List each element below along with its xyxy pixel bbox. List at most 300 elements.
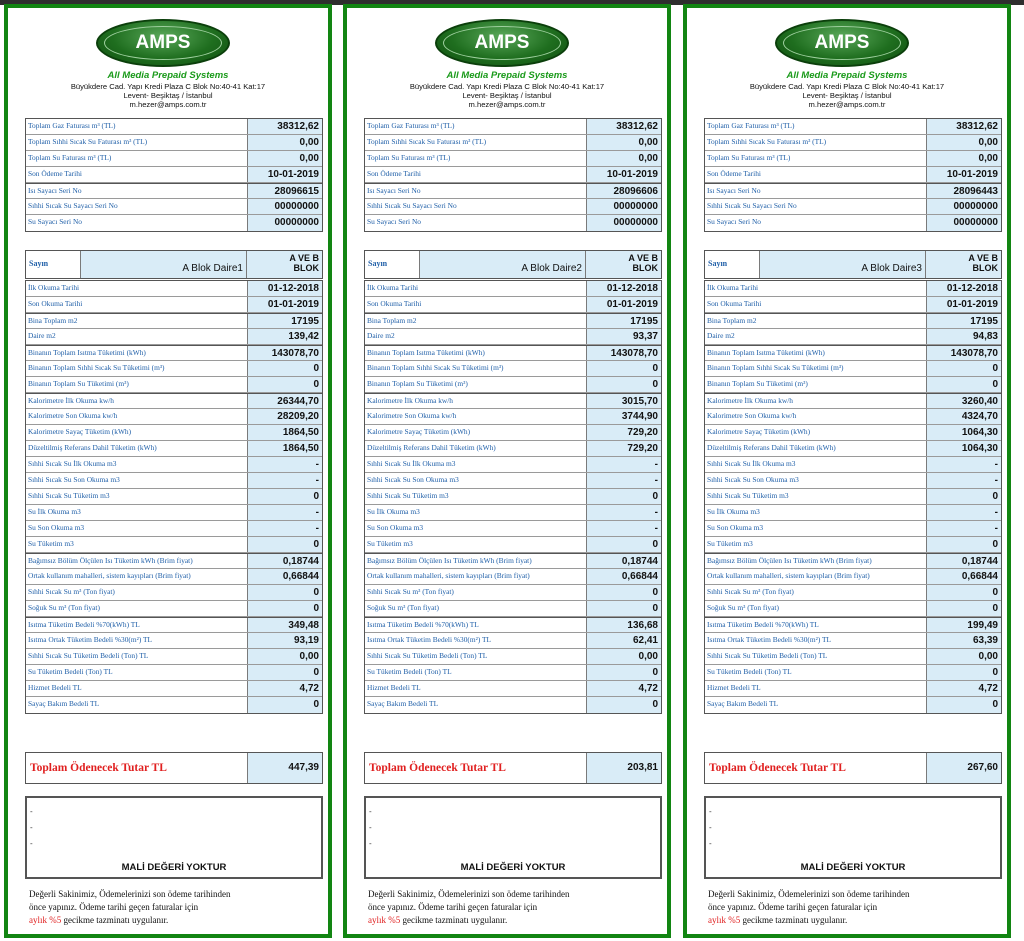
bill-summary-table bbox=[25, 118, 323, 232]
row-flat-m2 bbox=[705, 329, 1001, 345]
value-building-hot-water: 0 bbox=[586, 361, 661, 376]
row-w-first bbox=[26, 505, 322, 521]
value-common-price: 0,66844 bbox=[247, 569, 322, 584]
value-building-m2: 17195 bbox=[926, 314, 1001, 328]
label-cal-first: Kalorimetre İlk Okuma kw/h bbox=[707, 396, 793, 405]
row-unit-price bbox=[705, 553, 1001, 569]
label-cal-first: Kalorimetre İlk Okuma kw/h bbox=[367, 396, 453, 405]
total-label: Toplam Ödenecek Tutar TL bbox=[709, 762, 846, 774]
label-w-last: Su Son Okuma m3 bbox=[367, 523, 424, 532]
value-meter-fee: 0 bbox=[247, 697, 322, 713]
value-adjusted-ref: 729,20 bbox=[586, 441, 661, 456]
invoice-card bbox=[683, 4, 1011, 938]
row-hot-water-bill bbox=[365, 135, 661, 151]
row-service-fee bbox=[365, 681, 661, 697]
row-cal-first bbox=[705, 393, 1001, 409]
value-flat-m2: 93,37 bbox=[586, 329, 661, 344]
label-due-date: Son Ödeme Tarihi bbox=[367, 169, 421, 178]
row-heat-meter-sn bbox=[365, 183, 661, 199]
footer-note: Değerli Sakinimiz, Ödemelerinizi son ödeme tarihinden önce yapınız. Ödeme tarihi geçen faturalar için aylık %5 gecikme tazminatı uygulanır. bbox=[29, 889, 231, 925]
row-common-cost bbox=[365, 633, 661, 649]
value-w-last: - bbox=[926, 521, 1001, 536]
value-first-reading-date: 01-12-2018 bbox=[586, 281, 661, 296]
row-common-price bbox=[26, 569, 322, 585]
label-hw-consumption: Sıhhi Sıcak Su Tüketim m3 bbox=[367, 491, 449, 500]
row-building-water bbox=[26, 377, 322, 393]
value-unit-price: 0,18744 bbox=[586, 554, 661, 568]
bill-summary-table bbox=[704, 118, 1002, 232]
no-value-text: MALİ DEĞERİ YOKTUR bbox=[121, 862, 227, 873]
apartment-name: A Blok Daire1 bbox=[182, 263, 243, 274]
value-flat-m2: 94,83 bbox=[926, 329, 1001, 344]
recipient-header bbox=[25, 250, 323, 279]
row-building-heating bbox=[705, 345, 1001, 361]
total-value: 447,39 bbox=[247, 753, 322, 783]
label-hw-cost: Sıhhi Sıcak Su Tüketim Bedeli (Ton) TL bbox=[28, 651, 149, 660]
row-first-reading-date bbox=[705, 281, 1001, 297]
value-service-fee: 4,72 bbox=[247, 681, 322, 696]
row-building-heating bbox=[365, 345, 661, 361]
row-gas-bill bbox=[26, 119, 322, 135]
value-building-water: 0 bbox=[247, 377, 322, 392]
row-last-reading-date bbox=[26, 297, 322, 313]
row-building-hot-water bbox=[705, 361, 1001, 377]
footer-note: Değerli Sakinimiz, Ödemelerinizi son ödeme tarihinden önce yapınız. Ödeme tarihi geçen faturalar için aylık %5 gecikme tazminatı uygulanır. bbox=[708, 889, 910, 925]
label-cold-ton-price: Soğuk Su m³ (Ton fiyat) bbox=[707, 603, 779, 612]
label-building-hot-water: Binanın Toplam Sıhhi Sıcak Su Tüketimi (m³) bbox=[707, 363, 844, 372]
company-address-1: Büyükdere Cad. Yapı Kredi Plaza C Blok No:40-41 Kat:17 bbox=[70, 82, 266, 91]
value-building-hot-water: 0 bbox=[926, 361, 1001, 376]
row-common-cost bbox=[26, 633, 322, 649]
row-cal-last bbox=[705, 409, 1001, 425]
value-w-last: - bbox=[247, 521, 322, 536]
label-meter-fee: Sayaç Bakım Bedeli TL bbox=[367, 699, 439, 708]
value-cal-first: 3015,70 bbox=[586, 394, 661, 408]
label-common-cost: Isıtma Ortak Tüketim Bedeli %30(m²) TL bbox=[367, 635, 492, 644]
value-common-cost: 63,39 bbox=[926, 633, 1001, 648]
block-name: A VE B BLOK bbox=[289, 253, 319, 273]
label-w-cost: Su Tüketim Bedeli (Ton) TL bbox=[28, 667, 113, 676]
consumption-table bbox=[704, 280, 1002, 714]
value-unit-price: 0,18744 bbox=[247, 554, 322, 568]
late-fee-rate: aylık %5 bbox=[368, 915, 401, 925]
apartment-name: A Blok Daire2 bbox=[521, 263, 582, 274]
block-name: A VE B BLOK bbox=[628, 253, 658, 273]
value-w-first: - bbox=[247, 505, 322, 520]
row-water-bill bbox=[26, 151, 322, 167]
row-common-price bbox=[705, 569, 1001, 585]
logo-text: AMPS bbox=[814, 32, 870, 53]
row-hw-consumption bbox=[705, 489, 1001, 505]
value-hw-last: - bbox=[926, 473, 1001, 488]
label-w-consumption: Su Tüketim m3 bbox=[367, 539, 413, 548]
value-water-bill: 0,00 bbox=[247, 151, 322, 166]
row-due-date bbox=[26, 167, 322, 183]
row-hw-cost bbox=[705, 649, 1001, 665]
note-line-3: - bbox=[369, 839, 372, 848]
no-value-text: MALİ DEĞERİ YOKTUR bbox=[460, 862, 566, 873]
label-service-fee: Hizmet Bedeli TL bbox=[367, 683, 421, 692]
row-heating-cost bbox=[365, 617, 661, 633]
label-w-last: Su Son Okuma m3 bbox=[707, 523, 764, 532]
row-building-water bbox=[705, 377, 1001, 393]
label-hw-first: Sıhhi Sıcak Su İlk Okuma m3 bbox=[707, 459, 796, 468]
label-building-hot-water: Binanın Toplam Sıhhi Sıcak Su Tüketimi (m³) bbox=[367, 363, 504, 372]
row-hot-water-meter-sn bbox=[26, 199, 322, 215]
label-building-heating: Binanın Toplam Isıtma Tüketimi (kWh) bbox=[367, 348, 485, 357]
value-hw-first: - bbox=[247, 457, 322, 472]
row-hot-water-meter-sn bbox=[365, 199, 661, 215]
footer-note: Değerli Sakinimiz, Ödemelerinizi son ödeme tarihinden önce yapınız. Ödeme tarihi geçen faturalar için aylık %5 gecikme tazminatı uygulanır. bbox=[368, 889, 570, 925]
label-gas-bill: Toplam Gaz Faturası m³ (TL) bbox=[707, 121, 795, 130]
value-hw-ton-price: 0 bbox=[586, 585, 661, 600]
value-cal-first: 3260,40 bbox=[926, 394, 1001, 408]
row-w-consumption bbox=[26, 537, 322, 553]
note-line-2: - bbox=[709, 823, 712, 832]
label-w-cost: Su Tüketim Bedeli (Ton) TL bbox=[367, 667, 452, 676]
value-hot-water-meter-sn: 00000000 bbox=[926, 199, 1001, 214]
company-name: All Media Prepaid Systems bbox=[786, 70, 908, 81]
row-hot-water-meter-sn bbox=[705, 199, 1001, 215]
value-meter-fee: 0 bbox=[586, 697, 661, 713]
value-building-heating: 143078,70 bbox=[926, 346, 1001, 360]
value-water-bill: 0,00 bbox=[586, 151, 661, 166]
row-hw-first bbox=[26, 457, 322, 473]
row-water-meter-sn bbox=[705, 215, 1001, 231]
label-hw-ton-price: Sıhhi Sıcak Su m³ (Ton fiyat) bbox=[367, 587, 454, 596]
label-hot-water-bill: Toplam Sıhhi Sıcak Su Faturası m³ (TL) bbox=[707, 137, 827, 146]
row-gas-bill bbox=[705, 119, 1001, 135]
row-last-reading-date bbox=[365, 297, 661, 313]
value-w-cost: 0 bbox=[926, 665, 1001, 680]
value-water-bill: 0,00 bbox=[926, 151, 1001, 166]
company-address-1: Büyükdere Cad. Yapı Kredi Plaza C Blok No:40-41 Kat:17 bbox=[409, 82, 605, 91]
company-address-2: Levent- Beşiktaş / İstanbul bbox=[462, 91, 552, 100]
row-water-bill bbox=[365, 151, 661, 167]
row-due-date bbox=[365, 167, 661, 183]
row-meter-fee bbox=[365, 697, 661, 713]
label-hw-ton-price: Sıhhi Sıcak Su m³ (Ton fiyat) bbox=[28, 587, 115, 596]
value-hw-consumption: 0 bbox=[926, 489, 1001, 504]
label-last-reading-date: Son Okuma Tarihi bbox=[367, 299, 422, 308]
value-gas-bill: 38312,62 bbox=[926, 119, 1001, 134]
row-hw-ton-price bbox=[26, 585, 322, 601]
label-building-heating: Binanın Toplam Isıtma Tüketimi (kWh) bbox=[28, 348, 146, 357]
label-common-price: Ortak kullanım mahalleri, sistem kayıpları (Brim fiyat) bbox=[367, 571, 530, 580]
invoice-card bbox=[4, 4, 332, 938]
note-line-1: - bbox=[709, 807, 712, 816]
row-cold-ton-price bbox=[705, 601, 1001, 617]
value-hw-ton-price: 0 bbox=[247, 585, 322, 600]
value-flat-m2: 139,42 bbox=[247, 329, 322, 344]
row-cal-last bbox=[365, 409, 661, 425]
row-adjusted-ref bbox=[365, 441, 661, 457]
label-w-cost: Su Tüketim Bedeli (Ton) TL bbox=[707, 667, 792, 676]
row-hw-last bbox=[365, 473, 661, 489]
label-building-hot-water: Binanın Toplam Sıhhi Sıcak Su Tüketimi (m³) bbox=[28, 363, 165, 372]
row-cal-consumption bbox=[365, 425, 661, 441]
value-heat-meter-sn: 28096443 bbox=[926, 184, 1001, 198]
label-hot-water-meter-sn: Sıhhi Sıcak Su Sayacı Seri No bbox=[367, 201, 457, 210]
label-hw-last: Sıhhi Sıcak Su Son Okuma m3 bbox=[707, 475, 799, 484]
label-cal-last: Kalorimetre Son Okuma kw/h bbox=[28, 411, 118, 420]
label-hw-ton-price: Sıhhi Sıcak Su m³ (Ton fiyat) bbox=[707, 587, 794, 596]
block-name: A VE B BLOK bbox=[968, 253, 998, 273]
no-value-text: MALİ DEĞERİ YOKTUR bbox=[800, 862, 906, 873]
row-last-reading-date bbox=[705, 297, 1001, 313]
value-first-reading-date: 01-12-2018 bbox=[247, 281, 322, 296]
row-cal-last bbox=[26, 409, 322, 425]
value-building-m2: 17195 bbox=[586, 314, 661, 328]
late-fee-rate: aylık %5 bbox=[29, 915, 62, 925]
value-hot-water-meter-sn: 00000000 bbox=[247, 199, 322, 214]
label-hot-water-bill: Toplam Sıhhi Sıcak Su Faturası m³ (TL) bbox=[28, 137, 148, 146]
label-building-water: Binanın Toplam Su Tüketimi (m³) bbox=[707, 379, 808, 388]
row-adjusted-ref bbox=[705, 441, 1001, 457]
value-hw-cost: 0,00 bbox=[247, 649, 322, 664]
row-hw-last bbox=[26, 473, 322, 489]
row-cal-consumption bbox=[705, 425, 1001, 441]
row-hw-ton-price bbox=[705, 585, 1001, 601]
notes-box bbox=[364, 796, 662, 879]
value-hw-last: - bbox=[247, 473, 322, 488]
label-gas-bill: Toplam Gaz Faturası m³ (TL) bbox=[367, 121, 455, 130]
value-heating-cost: 349,48 bbox=[247, 618, 322, 632]
label-cold-ton-price: Soğuk Su m³ (Ton fiyat) bbox=[28, 603, 100, 612]
row-building-hot-water bbox=[365, 361, 661, 377]
value-cal-consumption: 1864,50 bbox=[247, 425, 322, 440]
row-building-heating bbox=[26, 345, 322, 361]
label-service-fee: Hizmet Bedeli TL bbox=[707, 683, 761, 692]
label-due-date: Son Ödeme Tarihi bbox=[707, 169, 761, 178]
logo bbox=[8, 19, 328, 69]
row-gas-bill bbox=[365, 119, 661, 135]
label-common-cost: Isıtma Ortak Tüketim Bedeli %30(m²) TL bbox=[707, 635, 832, 644]
label-w-last: Su Son Okuma m3 bbox=[28, 523, 85, 532]
row-meter-fee bbox=[705, 697, 1001, 713]
row-building-m2 bbox=[365, 313, 661, 329]
company-address-2: Levent- Beşiktaş / İstanbul bbox=[802, 91, 892, 100]
row-w-first bbox=[365, 505, 661, 521]
value-building-hot-water: 0 bbox=[247, 361, 322, 376]
consumption-table bbox=[364, 280, 662, 714]
row-cold-ton-price bbox=[365, 601, 661, 617]
amps-logo-icon bbox=[96, 19, 230, 67]
value-hw-first: - bbox=[586, 457, 661, 472]
value-cold-ton-price: 0 bbox=[247, 601, 322, 616]
row-heating-cost bbox=[26, 617, 322, 633]
value-cal-first: 26344,70 bbox=[247, 394, 322, 408]
label-meter-fee: Sayaç Bakım Bedeli TL bbox=[28, 699, 100, 708]
row-unit-price bbox=[26, 553, 322, 569]
company-email: m.hezer@amps.com.tr bbox=[808, 100, 886, 109]
company-address-2: Levent- Beşiktaş / İstanbul bbox=[123, 91, 213, 100]
label-water-bill: Toplam Su Faturası m³ (TL) bbox=[707, 153, 791, 162]
row-hw-cost bbox=[365, 649, 661, 665]
row-hw-first bbox=[365, 457, 661, 473]
note-line-1: - bbox=[369, 807, 372, 816]
label-hw-first: Sıhhi Sıcak Su İlk Okuma m3 bbox=[28, 459, 117, 468]
value-heating-cost: 136,68 bbox=[586, 618, 661, 632]
note-line-1: - bbox=[30, 807, 33, 816]
row-service-fee bbox=[26, 681, 322, 697]
value-hot-water-meter-sn: 00000000 bbox=[586, 199, 661, 214]
company-name: All Media Prepaid Systems bbox=[446, 70, 568, 81]
label-water-meter-sn: Su Sayacı Seri No bbox=[707, 217, 761, 226]
note-line-2: - bbox=[30, 823, 33, 832]
recipient-header bbox=[364, 250, 662, 279]
value-water-meter-sn: 00000000 bbox=[926, 215, 1001, 231]
row-w-cost bbox=[365, 665, 661, 681]
label-hot-water-meter-sn: Sıhhi Sıcak Su Sayacı Seri No bbox=[707, 201, 797, 210]
sayin-label: Sayın bbox=[29, 259, 49, 268]
value-cal-last: 4324,70 bbox=[926, 409, 1001, 424]
label-heating-cost: Isıtma Tüketim Bedeli %70(kWh) TL bbox=[707, 620, 819, 629]
row-first-reading-date bbox=[26, 281, 322, 297]
notes-box bbox=[704, 796, 1002, 879]
label-w-first: Su İlk Okuma m3 bbox=[707, 507, 760, 516]
label-first-reading-date: İlk Okuma Tarihi bbox=[707, 283, 759, 292]
value-hw-ton-price: 0 bbox=[926, 585, 1001, 600]
value-hot-water-bill: 0,00 bbox=[586, 135, 661, 150]
value-service-fee: 4,72 bbox=[926, 681, 1001, 696]
company-email: m.hezer@amps.com.tr bbox=[468, 100, 546, 109]
row-heating-cost bbox=[705, 617, 1001, 633]
value-hot-water-bill: 0,00 bbox=[247, 135, 322, 150]
row-w-last bbox=[365, 521, 661, 537]
value-hw-last: - bbox=[586, 473, 661, 488]
row-cold-ton-price bbox=[26, 601, 322, 617]
label-adjusted-ref: Düzeltilmiş Referans Dahil Tüketim (kWh) bbox=[367, 443, 496, 452]
value-cal-last: 28209,20 bbox=[247, 409, 322, 424]
label-hw-cost: Sıhhi Sıcak Su Tüketim Bedeli (Ton) TL bbox=[707, 651, 828, 660]
value-last-reading-date: 01-01-2019 bbox=[586, 297, 661, 312]
row-building-m2 bbox=[26, 313, 322, 329]
row-hw-consumption bbox=[26, 489, 322, 505]
row-hw-consumption bbox=[365, 489, 661, 505]
label-building-heating: Binanın Toplam Isıtma Tüketimi (kWh) bbox=[707, 348, 825, 357]
label-first-reading-date: İlk Okuma Tarihi bbox=[367, 283, 419, 292]
note-line-2: - bbox=[369, 823, 372, 832]
label-cal-consumption: Kalorimetre Sayaç Tüketim (kWh) bbox=[28, 427, 132, 436]
label-building-m2: Bina Toplam m2 bbox=[367, 316, 417, 325]
label-unit-price: Bağımsız Bölüm Ölçülen Isı Tüketim kWh (Brim fiyat) bbox=[367, 556, 532, 565]
label-unit-price: Bağımsız Bölüm Ölçülen Isı Tüketim kWh (Brim fiyat) bbox=[707, 556, 872, 565]
label-water-bill: Toplam Su Faturası m³ (TL) bbox=[367, 153, 451, 162]
row-due-date bbox=[705, 167, 1001, 183]
row-w-cost bbox=[26, 665, 322, 681]
label-adjusted-ref: Düzeltilmiş Referans Dahil Tüketim (kWh) bbox=[28, 443, 157, 452]
label-building-m2: Bina Toplam m2 bbox=[707, 316, 757, 325]
label-flat-m2: Daire m2 bbox=[367, 331, 395, 340]
label-building-m2: Bina Toplam m2 bbox=[28, 316, 78, 325]
value-water-meter-sn: 00000000 bbox=[586, 215, 661, 231]
label-water-bill: Toplam Su Faturası m³ (TL) bbox=[28, 153, 112, 162]
value-common-cost: 62,41 bbox=[586, 633, 661, 648]
label-flat-m2: Daire m2 bbox=[28, 331, 56, 340]
row-common-price bbox=[365, 569, 661, 585]
invoice-card bbox=[343, 4, 671, 938]
label-hw-consumption: Sıhhi Sıcak Su Tüketim m3 bbox=[28, 491, 110, 500]
label-cal-consumption: Kalorimetre Sayaç Tüketim (kWh) bbox=[367, 427, 471, 436]
total-value: 203,81 bbox=[586, 753, 661, 783]
label-cal-last: Kalorimetre Son Okuma kw/h bbox=[707, 411, 797, 420]
label-w-consumption: Su Tüketim m3 bbox=[707, 539, 753, 548]
recipient-header bbox=[704, 250, 1002, 279]
value-hw-first: - bbox=[926, 457, 1001, 472]
label-common-price: Ortak kullanım mahalleri, sistem kayıpları (Brim fiyat) bbox=[28, 571, 191, 580]
value-hw-consumption: 0 bbox=[247, 489, 322, 504]
label-heat-meter-sn: Isı Sayacı Seri No bbox=[707, 186, 761, 195]
value-building-water: 0 bbox=[586, 377, 661, 392]
row-meter-fee bbox=[26, 697, 322, 713]
row-heat-meter-sn bbox=[705, 183, 1001, 199]
value-building-heating: 143078,70 bbox=[247, 346, 322, 360]
value-last-reading-date: 01-01-2019 bbox=[926, 297, 1001, 312]
label-heating-cost: Isıtma Tüketim Bedeli %70(kWh) TL bbox=[28, 620, 140, 629]
company-name: All Media Prepaid Systems bbox=[107, 70, 229, 81]
logo bbox=[347, 19, 667, 69]
late-fee-rate: aylık %5 bbox=[708, 915, 741, 925]
value-cal-last: 3744,90 bbox=[586, 409, 661, 424]
row-hw-ton-price bbox=[365, 585, 661, 601]
value-w-consumption: 0 bbox=[247, 537, 322, 552]
value-adjusted-ref: 1864,50 bbox=[247, 441, 322, 456]
row-hot-water-bill bbox=[705, 135, 1001, 151]
label-due-date: Son Ödeme Tarihi bbox=[28, 169, 82, 178]
label-water-meter-sn: Su Sayacı Seri No bbox=[367, 217, 421, 226]
label-hw-cost: Sıhhi Sıcak Su Tüketim Bedeli (Ton) TL bbox=[367, 651, 488, 660]
label-heating-cost: Isıtma Tüketim Bedeli %70(kWh) TL bbox=[367, 620, 479, 629]
value-w-first: - bbox=[926, 505, 1001, 520]
row-heat-meter-sn bbox=[26, 183, 322, 199]
value-hw-cost: 0,00 bbox=[586, 649, 661, 664]
row-unit-price bbox=[365, 553, 661, 569]
row-hot-water-bill bbox=[26, 135, 322, 151]
total-row bbox=[704, 752, 1002, 784]
row-water-meter-sn bbox=[26, 215, 322, 231]
value-cal-consumption: 1064,30 bbox=[926, 425, 1001, 440]
value-last-reading-date: 01-01-2019 bbox=[247, 297, 322, 312]
label-cal-first: Kalorimetre İlk Okuma kw/h bbox=[28, 396, 114, 405]
label-hw-last: Sıhhi Sıcak Su Son Okuma m3 bbox=[367, 475, 459, 484]
total-value: 267,60 bbox=[926, 753, 1001, 783]
consumption-table bbox=[25, 280, 323, 714]
row-cal-first bbox=[26, 393, 322, 409]
notes-box bbox=[25, 796, 323, 879]
row-cal-first bbox=[365, 393, 661, 409]
row-cal-consumption bbox=[26, 425, 322, 441]
row-hw-cost bbox=[26, 649, 322, 665]
value-due-date: 10-01-2019 bbox=[926, 167, 1001, 182]
label-w-first: Su İlk Okuma m3 bbox=[367, 507, 420, 516]
value-first-reading-date: 01-12-2018 bbox=[926, 281, 1001, 296]
label-cal-consumption: Kalorimetre Sayaç Tüketim (kWh) bbox=[707, 427, 811, 436]
total-label: Toplam Ödenecek Tutar TL bbox=[369, 762, 506, 774]
label-flat-m2: Daire m2 bbox=[707, 331, 735, 340]
label-heat-meter-sn: Isı Sayacı Seri No bbox=[367, 186, 421, 195]
sayin-label: Sayın bbox=[708, 259, 728, 268]
value-heat-meter-sn: 28096606 bbox=[586, 184, 661, 198]
note-line-3: - bbox=[709, 839, 712, 848]
value-adjusted-ref: 1064,30 bbox=[926, 441, 1001, 456]
value-due-date: 10-01-2019 bbox=[247, 167, 322, 182]
row-w-consumption bbox=[705, 537, 1001, 553]
row-w-consumption bbox=[365, 537, 661, 553]
bill-summary-table bbox=[364, 118, 662, 232]
value-meter-fee: 0 bbox=[926, 697, 1001, 713]
value-building-m2: 17195 bbox=[247, 314, 322, 328]
